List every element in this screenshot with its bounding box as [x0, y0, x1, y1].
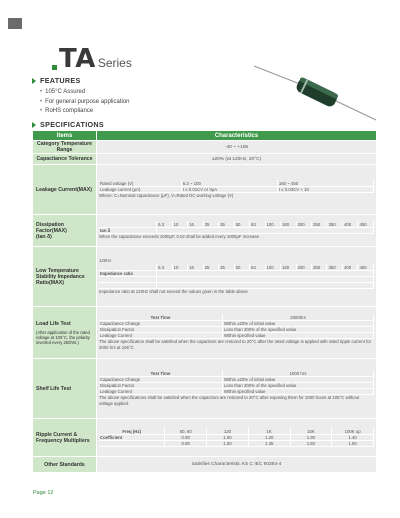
feature-item: • For general purpose application — [40, 98, 130, 108]
row-load-life — [33, 307, 377, 359]
features-triangle-icon — [32, 78, 36, 84]
load-life-note: The above specification shall be satisfied when the capacitors are restored to 20°C after the rated voltage is applied with rated ripple current for 2000 hrs at 105°C — [99, 338, 372, 350]
corner-mark — [8, 18, 22, 29]
specifications-heading: SPECIFICATIONS — [32, 120, 104, 129]
row-other — [33, 457, 377, 473]
leakage-note: Where: C=Nominal capacitance (μF), V=Rated DC working voltage (V) — [99, 192, 234, 198]
shelf-life-label: Shelf Life Test — [33, 359, 97, 419]
row-temp-range — [33, 141, 377, 154]
shelf-life-note: The above specifications shall be satisfied when the capacitors are restored to 20°C after exposing them for 1000 hours at 105°C without voltage applied. — [99, 394, 360, 406]
temp-range-label: Category Temperature Range — [33, 141, 97, 154]
load-life-values: Test Time 2000hrs Capacitance Change Within ±20% of initial value Dissipation Factor Less than 200% of the specified value Leakage Current Within specified value The above specification shall be satisfied when the capacitors are restored to 20°C after the rated voltage is applied with rated ripple current for 2000 hrs at 105°C — [97, 307, 377, 359]
page-number: Page 12 — [33, 490, 54, 496]
dissipation-values: 6.3 10 16 25 35 50 63 100 160 200 250 350 400 450 tan δ When the capacitance exceeds 1000μF, 0.02 shall be added every 1000μF increase — [97, 215, 377, 247]
feature-item: • RoHS compliance — [40, 107, 130, 117]
other-value: Satisfies Characteristic KS C IEC 60384-4 — [97, 457, 377, 473]
other-label: Other Standards — [33, 457, 97, 473]
ripple-values: Freq (Hz) 50, 60 120 1K 10K 100K up Coefficient 0.80 1.00 1.20 1.30 1.40 0.80 1.00 1.35 1.50 1.50 — [97, 419, 377, 457]
shelf-life-values: Test Time 1000 hrs Capacitance Change Within ±20% of initial value Dissipation Factor Less than 200% of the specified value Leakage Current Within specified value The above specifications shall be satisfied when the capacitors are restored to 20°C after exposing them for 1000 hours at 105°C without voltage applied. — [97, 359, 377, 419]
features-list — [40, 88, 130, 117]
dissipation-note: When the capacitance exceeds 1000μF, 0.02 shall be added every 1000μF increase — [99, 233, 259, 239]
feature-item: • 105°C Assured — [40, 88, 130, 98]
temp-range-value: -40 ~ +105 — [97, 141, 377, 154]
specifications-table — [32, 130, 377, 473]
series-title — [52, 44, 132, 74]
capacitor-icon — [250, 58, 380, 128]
row-leakage — [33, 165, 377, 215]
col-characteristics: Characteristics — [97, 131, 377, 141]
ripple-label: Ripple Current & Frequency Multipliers — [33, 419, 97, 457]
col-items: Items — [33, 131, 97, 141]
cap-tolerance-value: ±20% (at 120Hz, 20°C) — [97, 154, 377, 165]
specifications-triangle-icon — [32, 122, 36, 128]
series-suffix: Series — [97, 56, 132, 70]
load-life-label: Load Life Test (After application of the rated voltage at 105°C, the polarity inverted every 250hrs.) — [33, 307, 97, 359]
row-low-temp — [33, 247, 377, 307]
leakage-values: Rated voltage (V) 6.3 ~ 100 160 ~ 450 Leakage current (μA) I ≤ 0.01CV or 3μA I ≤ 0.03CV + 10 Where: C=Nominal capacitance (μF), V=Rated DC working voltage (V) — [97, 165, 377, 215]
cap-tolerance-label: Capacitance Tolerance — [33, 154, 97, 165]
low-temp-values: 120Hz 6.3 10 16 25 35 50 63 100 160 200 250 350 400 450 Impedance ratio Impedance ratio at 120Hz shall not exceed the values given in the table above — [97, 247, 377, 307]
low-temp-note: Impedance ratio at 120Hz shall not exceed the values given in the table above — [99, 288, 248, 294]
dissipation-label: Dissipation Factor(MAX) (tan δ) — [33, 215, 97, 247]
series-dot — [52, 65, 57, 70]
row-shelf-life — [33, 359, 377, 419]
row-dissipation — [33, 215, 377, 247]
row-ripple — [33, 419, 377, 457]
row-cap-tolerance — [33, 154, 377, 165]
series-prefix: TA — [59, 44, 96, 74]
features-heading: FEATURES — [32, 76, 81, 85]
spec-header-row — [33, 131, 377, 141]
low-temp-label: Low Temperature Stability Impedance Ratio(MAX) — [33, 247, 97, 307]
leakage-label: Leakage Current(MAX) — [33, 165, 97, 215]
